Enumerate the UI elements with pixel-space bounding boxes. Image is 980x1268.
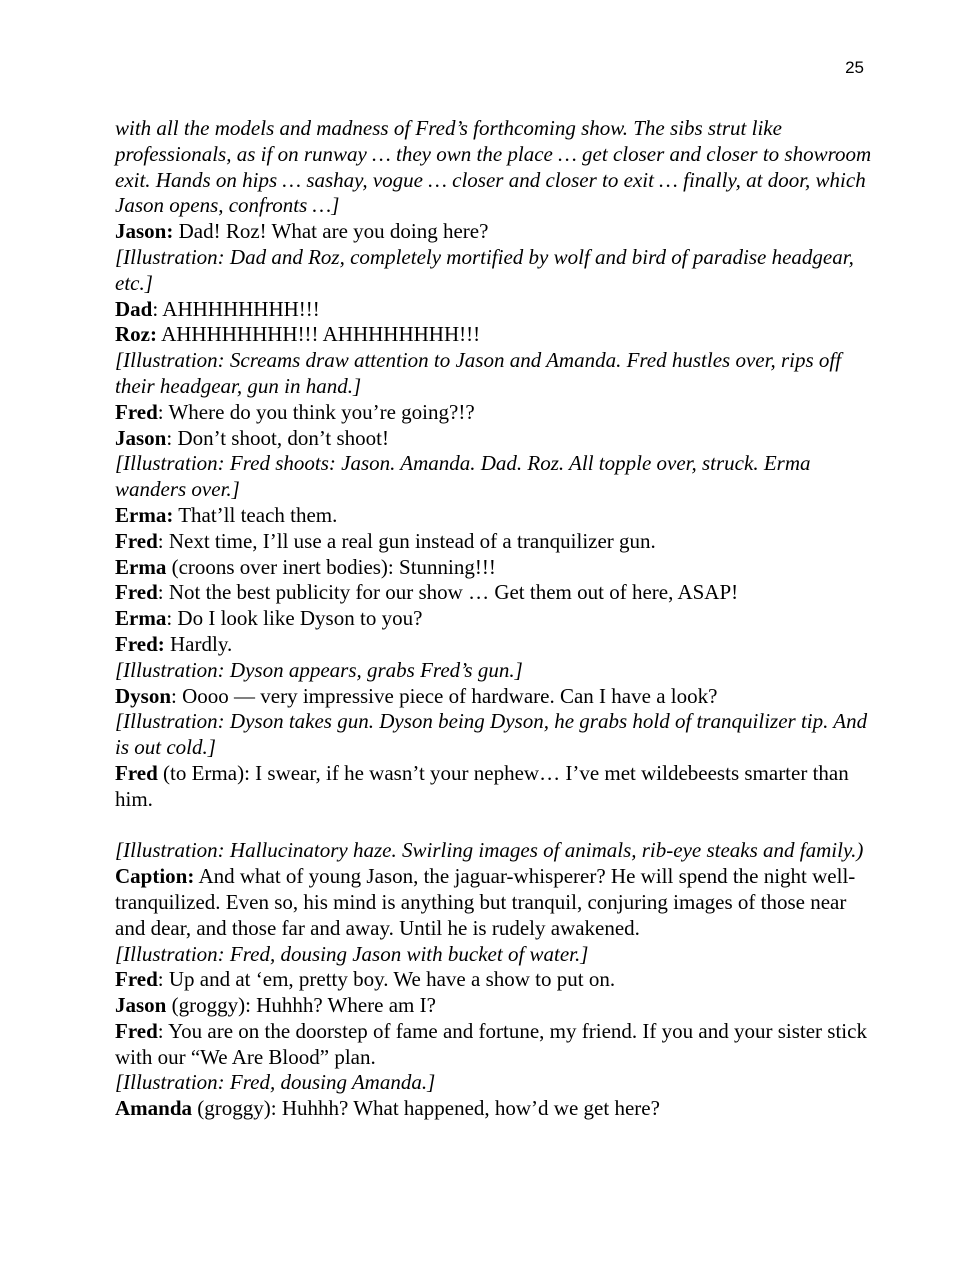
direction-text: [Illustration: Fred, dousing Jason with bucket of water.] [115, 941, 589, 966]
dialogue-text: That’ll teach them. [173, 502, 338, 527]
speaker-name: Fred [115, 580, 158, 605]
dialogue-text: (groggy): Huhhh? What happened, how’d we get here? [192, 1096, 660, 1121]
speaker-name: Dad [115, 296, 153, 321]
dialogue-text: Hardly. [164, 631, 233, 656]
dialogue-line [115, 632, 875, 658]
direction-text: [Illustration: Dyson takes gun. Dyson being Dyson, he grabs hold of tranquilizer tip. And is out cold.] [115, 709, 868, 760]
speaker-name: Erma [115, 606, 167, 631]
speaker-name: Dyson [115, 683, 172, 708]
dialogue-text: And what of young Jason, the jaguar-whisperer? He will spend the night well-tranquilized. Even so, his mind is anything but tranquil, conjuring images of those near and dear, and those far and away. Until he is rudely awakened. [115, 864, 856, 940]
dialogue-text: : Oooo — very impressive piece of hardware. Can I have a look? [171, 683, 718, 708]
stage-direction [115, 709, 875, 761]
script-body [115, 116, 875, 1122]
dialogue-text: : AHHHHHHHH!!! [152, 296, 320, 321]
stage-direction [115, 838, 875, 864]
speaker-name: Caption: [115, 864, 195, 889]
dialogue-text: (groggy): Huhhh? Where am I? [166, 993, 436, 1018]
dialogue-line [115, 322, 875, 348]
dialogue-line [115, 967, 875, 993]
speaker-name: Fred [115, 967, 158, 992]
stage-direction [115, 942, 875, 968]
dialogue-text: : Up and at ‘em, pretty boy. We have a show to put on. [157, 967, 616, 992]
stage-direction [115, 348, 875, 400]
dialogue-line [115, 864, 875, 941]
speaker-name: Amanda [115, 1096, 193, 1121]
dialogue-text: (croons over inert bodies): Stunning!!! [166, 554, 496, 579]
blank-line [115, 813, 875, 839]
stage-direction [115, 451, 875, 503]
dialogue-line [115, 1096, 875, 1122]
direction-text: [Illustration: Dyson appears, grabs Fred’s gun.] [115, 657, 523, 682]
dialogue-line [115, 529, 875, 555]
dialogue-line [115, 993, 875, 1019]
speaker-name: Jason: [115, 219, 174, 244]
dialogue-text: : Not the best publicity for our show … Get them out of here, ASAP! [157, 580, 739, 605]
stage-direction [115, 1070, 875, 1096]
stage-direction [115, 116, 875, 219]
dialogue-text: : Don’t shoot, don’t shoot! [166, 425, 390, 450]
dialogue-line [115, 606, 875, 632]
dialogue-line [115, 1019, 875, 1071]
speaker-name: Erma [115, 554, 167, 579]
speaker-name: Jason [115, 425, 167, 450]
direction-text: [Illustration: Fred, dousing Amanda.] [115, 1070, 436, 1095]
speaker-name: Fred [115, 528, 158, 553]
direction-text: with all the models and madness of Fred’s forthcoming show. The sibs strut like professionals, as if on runway … they own the place … get closer and closer to showroom exit. Hands on hips … sashay, vogue … closer and closer to exit … finally, at door, which Jason opens, confronts …] [115, 116, 872, 218]
speaker-name: Fred [115, 399, 158, 424]
dialogue-text: (to Erma): I swear, if he wasn’t your nephew… I’ve met wildebeests smarter than him. [115, 760, 849, 811]
direction-text: [Illustration: Screams draw attention to Jason and Amanda. Fred hustles over, rips off their headgear, gun in hand.] [115, 348, 842, 398]
speaker-name: Erma: [115, 502, 174, 527]
dialogue-line [115, 426, 875, 452]
speaker-name: Fred [115, 760, 158, 785]
dialogue-line [115, 684, 875, 710]
dialogue-line [115, 503, 875, 529]
dialogue-line [115, 219, 875, 245]
dialogue-text: : Where do you think you’re going?!? [157, 399, 475, 424]
dialogue-line [115, 297, 875, 323]
page-number: 25 [845, 58, 864, 77]
direction-text: [Illustration: Dad and Roz, completely mortified by wolf and bird of paradise headgear, etc.] [115, 244, 854, 295]
speaker-name: Roz: [115, 322, 157, 347]
dialogue-text: Dad! Roz! What are you doing here? [173, 219, 489, 244]
dialogue-text: : Do I look like Dyson to you? [166, 606, 423, 631]
dialogue-line [115, 400, 875, 426]
dialogue-text: AHHHHHHHH!!! AHHHHHHHH!!! [156, 322, 481, 347]
speaker-name: Jason [115, 993, 167, 1018]
stage-direction [115, 658, 875, 684]
dialogue-text: : You are on the doorstep of fame and fortune, my friend. If you and your sister stick with our “We Are Blood” plan. [115, 1018, 867, 1069]
speaker-name: Fred [115, 1018, 158, 1043]
stage-direction [115, 245, 875, 297]
dialogue-line [115, 761, 875, 813]
dialogue-line [115, 580, 875, 606]
dialogue-line [115, 555, 875, 581]
dialogue-text: : Next time, I’ll use a real gun instead of a tranquilizer gun. [157, 528, 656, 553]
speaker-name: Fred: [115, 631, 165, 656]
direction-text: [Illustration: Fred shoots: Jason. Amanda. Dad. Roz. All topple over, struck. Erma wanders over.] [115, 451, 811, 502]
direction-text: [Illustration: Hallucinatory haze. Swirling images of animals, rib-eye steaks and family.) [115, 838, 864, 863]
